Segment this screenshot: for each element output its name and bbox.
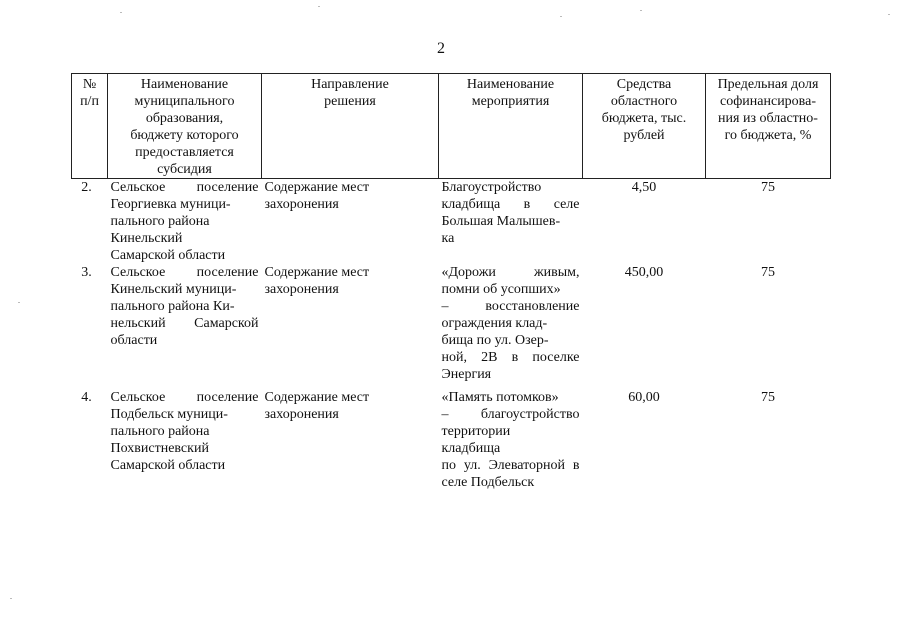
row-direction: Содержание мест захоронения	[264, 265, 370, 297]
scan-speck	[18, 302, 20, 303]
scan-speck	[318, 6, 320, 7]
header-share: Предельная доля софинансирова- ния из областно- го бюджета, %	[706, 74, 831, 179]
row-amount: 60,00	[628, 390, 660, 405]
row-event: «Дорожи живым, помни об усопших» – восстановление ограждения клад- бища по ул. Озер- ной, 2В в поселке Энергия	[441, 265, 580, 382]
table-row	[72, 179, 831, 265]
row-amount: 450,00	[624, 265, 664, 280]
header-municipality: Наименование муниципального образования, бюджету которого предоставляется субсидия	[108, 74, 262, 179]
row-event: «Память потомков» – благоустройство территории кладбища по ул. Элеваторной в селе Подбельск	[441, 390, 580, 490]
row-share: 75	[761, 390, 775, 405]
row-number: 4.	[81, 390, 92, 405]
row-direction: Содержание мест захоронения	[264, 180, 370, 212]
table-header	[72, 74, 831, 179]
subsidy-table	[71, 73, 831, 495]
row-share: 75	[761, 180, 775, 195]
row-municipality: Сельское поселение Георгиевка муници- пального района Кинельский Самарской области	[110, 180, 259, 263]
page-number: 2	[437, 40, 445, 57]
scan-speck	[10, 598, 12, 599]
row-municipality: Сельское поселение Кинельский муници- пального района Ки- нельский Самарской области	[110, 265, 259, 348]
scan-speck	[640, 10, 642, 11]
header-row	[72, 74, 831, 179]
scan-speck	[888, 14, 890, 15]
row-share: 75	[761, 265, 775, 280]
row-event: Благоустройство кладбища в селе Большая Малышев- ка	[441, 180, 580, 246]
table-row	[72, 389, 831, 495]
row-municipality: Сельское поселение Подбельск муници- пального района Похвистневский Самарской области	[110, 390, 259, 473]
scan-speck	[560, 16, 562, 17]
row-direction: Содержание мест захоронения	[264, 390, 370, 422]
row-amount: 4,50	[631, 180, 657, 195]
header-direction: Направление решения	[262, 74, 439, 179]
header-number: № п/п	[72, 74, 108, 179]
table-body	[72, 179, 831, 496]
row-number: 3.	[81, 265, 92, 280]
row-number: 2.	[81, 180, 92, 195]
scan-speck	[120, 12, 122, 13]
header-amount: Средства областного бюджета, тыс. рублей	[583, 74, 706, 179]
table-row	[72, 264, 831, 389]
header-event: Наименование мероприятия	[439, 74, 583, 179]
